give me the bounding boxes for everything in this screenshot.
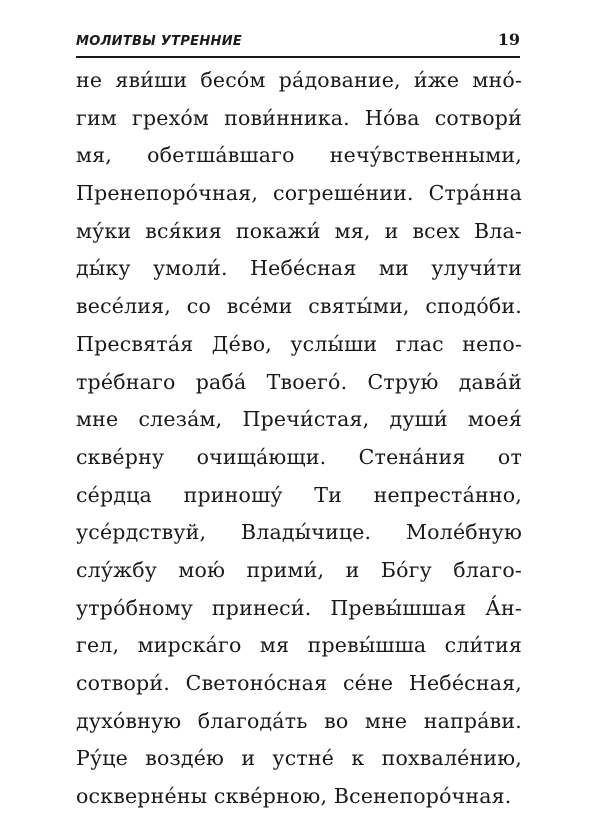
text-line: ды́ку умоли́. Небе́сная ми улучи́ти (76, 256, 522, 281)
page-number: 19 (497, 30, 520, 49)
header-rule (76, 56, 520, 58)
text-line: оскверне́ны скве́рною, Всенепоро́чная. (76, 784, 512, 809)
text-line: усе́рдствуй, Влады́чице. Моле́бную (76, 520, 522, 545)
text-line: гел, мирска́го мя превы́шша сли́тия (76, 633, 522, 658)
running-header (76, 30, 520, 54)
text-line: весе́лия, со все́ми святы́ми, сподо́би. (76, 294, 522, 319)
running-title: МОЛИТВЫ УТРЕННИЕ (76, 34, 243, 49)
text-line: се́рдца приношу́ Ти непреста́нно, (76, 482, 522, 507)
text-line: духо́вную благода́ть во мне напра́ви. (76, 708, 522, 733)
text-line: гим грехо́м пови́нника. Но́ва сотвори́ (76, 105, 522, 130)
text-line: мя, обетша́вшаго нечу́вственными, (76, 143, 522, 168)
text-line: утро́бному принеси́. Превы́шшая А́н- (76, 595, 522, 620)
text-line: сотвори́. Светоно́сная се́не Небе́сная, (76, 671, 522, 695)
text-line: му́ки вся́кия покажи́ мя, и всех Вла- (76, 218, 522, 243)
text-line: Ру́це возде́ю и устне́ к похвале́нию, (76, 746, 522, 771)
text-line: мне слеза́м, Пречи́стая, души́ моея́ (76, 407, 522, 432)
text-line: Пресвята́я Де́во, услы́ши глас непо- (76, 331, 522, 356)
prayer-text (76, 62, 522, 816)
text-line: не яви́ши бесо́м ра́дование, и́же мно́- (76, 68, 522, 92)
text-line: тре́бнаго раба́ Твоего́. Струю́ дава́й (76, 369, 522, 394)
text-line: Пренепоро́чная, согреше́нии. Стра́нна (76, 181, 522, 206)
text-line: скве́рну очища́ющи. Стена́ния от (76, 444, 522, 469)
text-line: слу́жбу мою́ прими́, и Бо́гу благо- (76, 557, 522, 582)
